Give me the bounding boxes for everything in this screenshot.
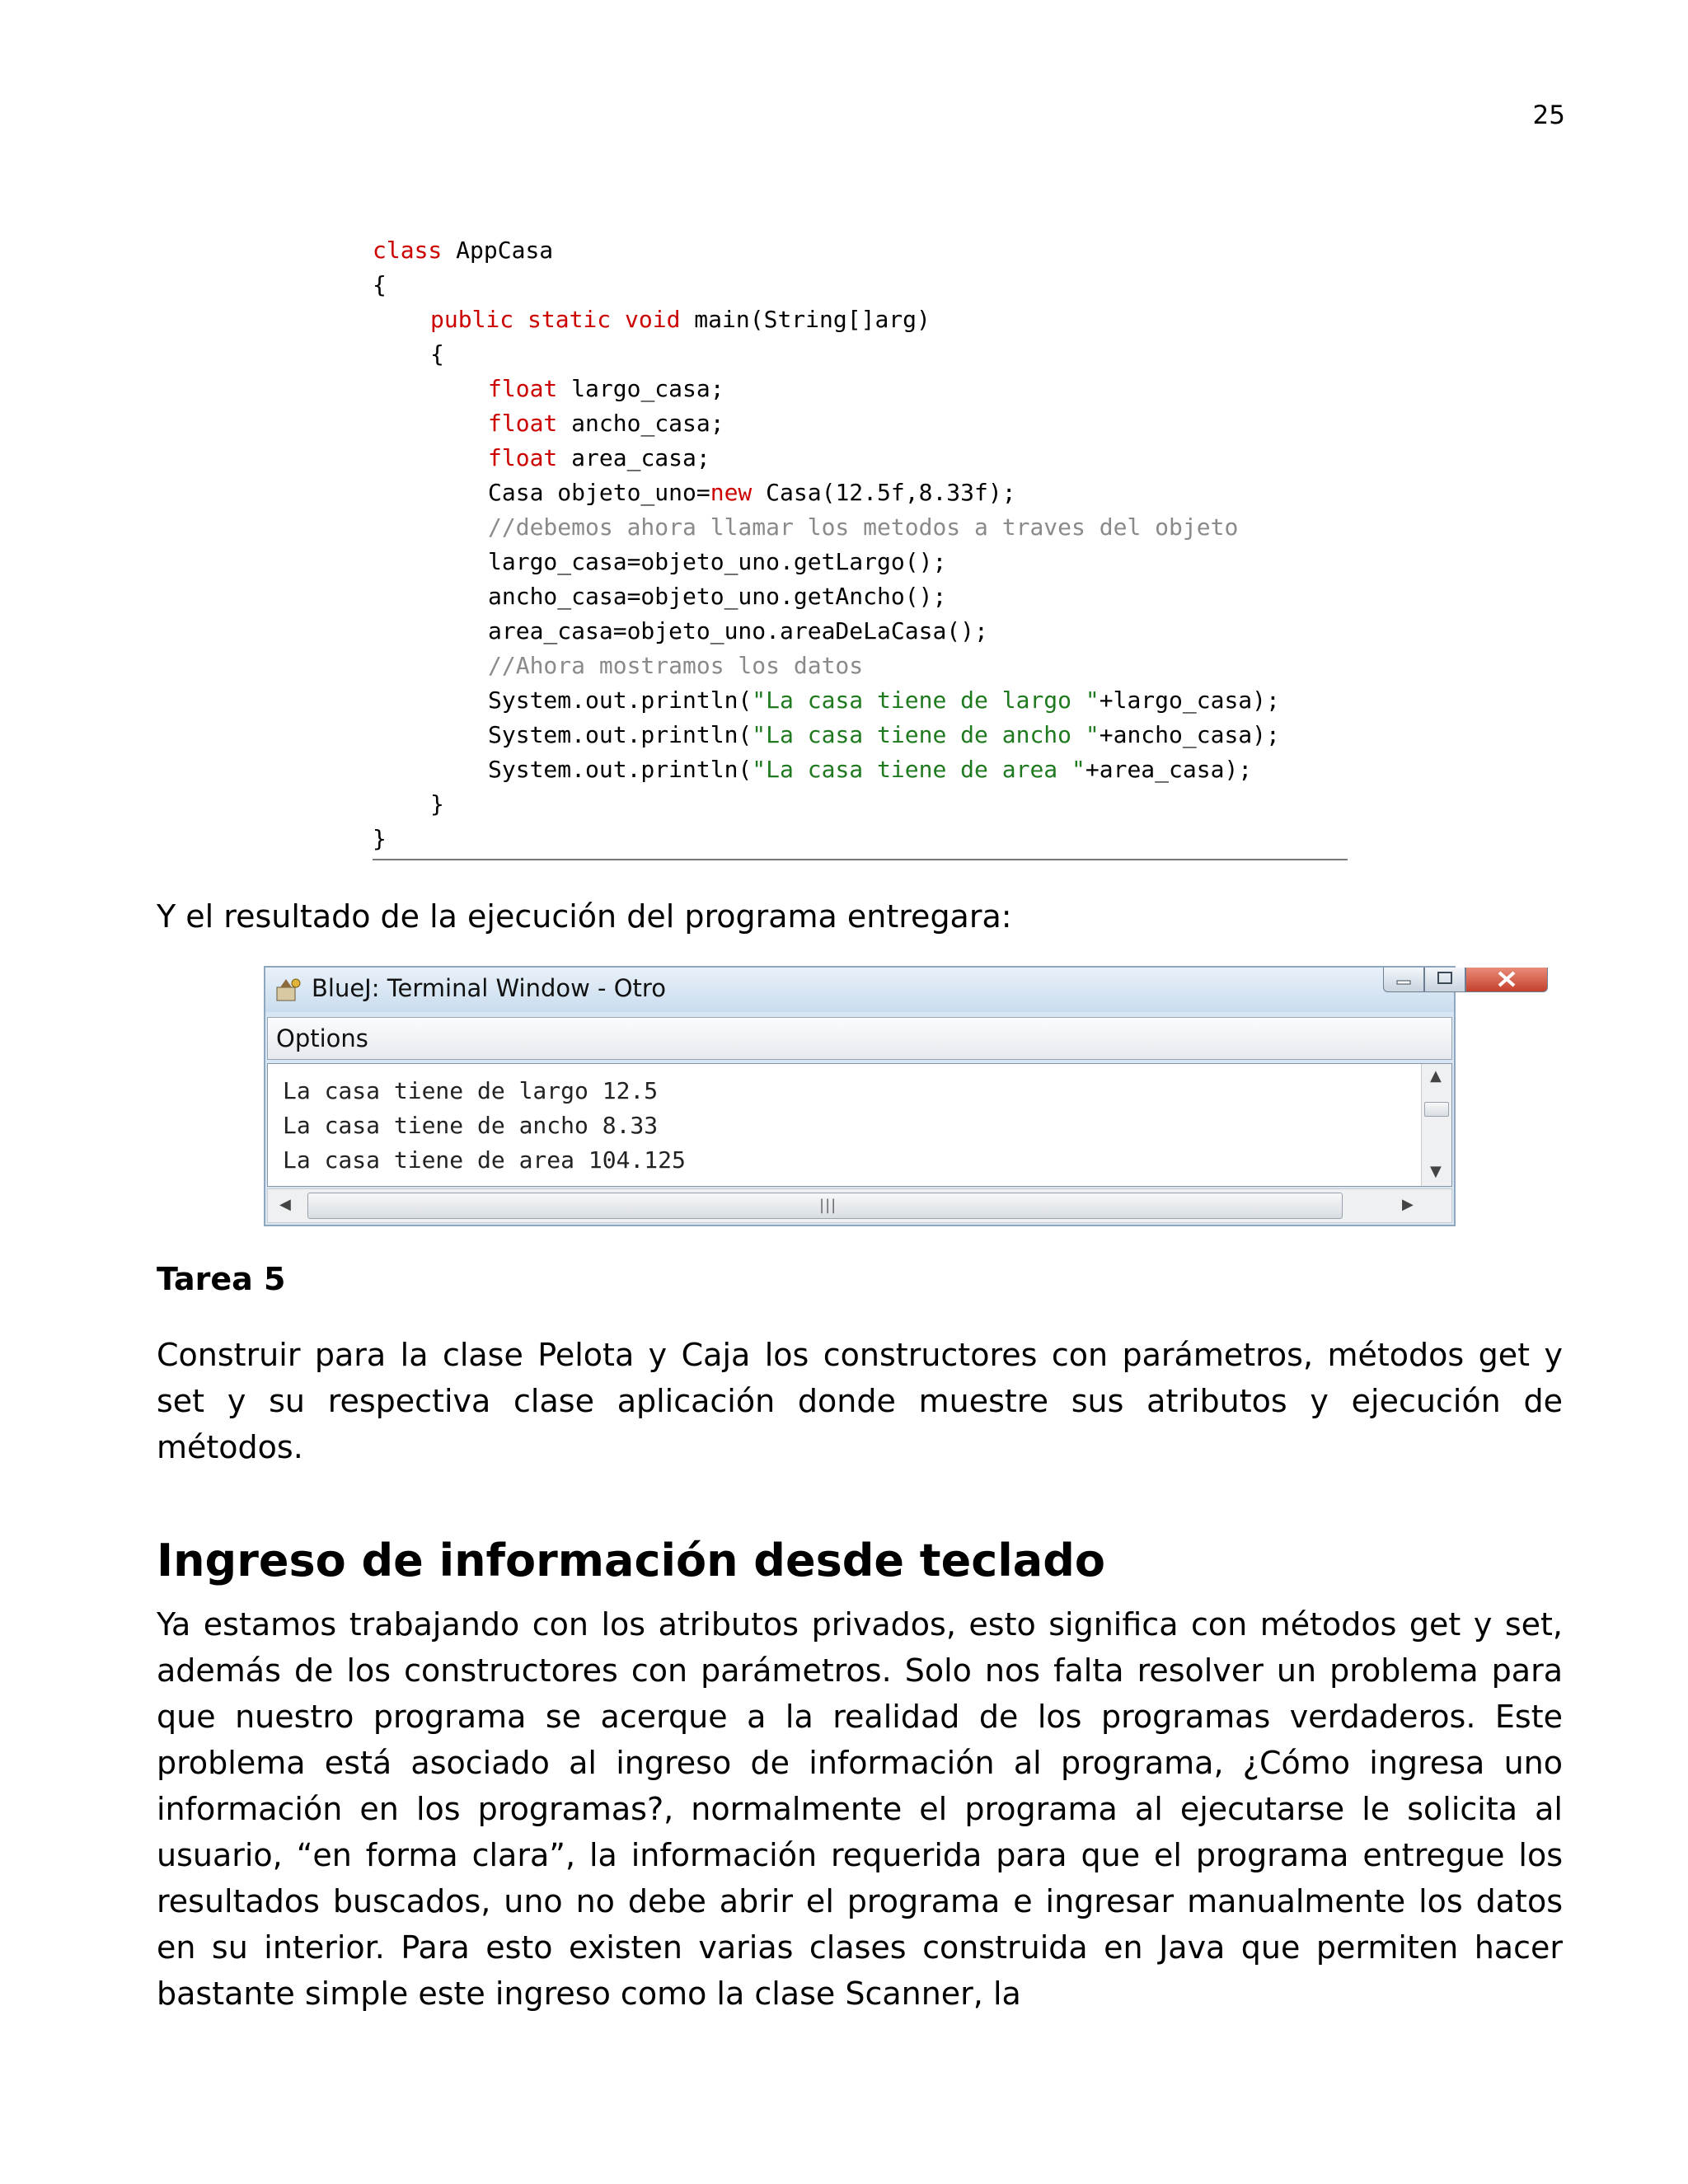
code-comment: //Ahora mostramos los datos (488, 652, 864, 679)
section-paragraph: Ya estamos trabajando con los atributos privados, esto significa con métodos get y set, además de los constructores con parámetros. Solo nos falta resolver un problema para que nuestro programa se acerque a la realidad de los programas verdaderos. Este problema está asociado al ingreso de información al programa, ¿Cómo ingresa uno información en los programas?, normalmente el programa al ejecutarse le solicita al usuario, “en forma clara”, la información requerida para que el programa entregue los resultados buscados, uno no debe abrir el programa e ingresar manualmente los datos en su interior. Para esto existen varias clases construida en Java que permiten hacer bastante simple este ingreso como la clase Scanner, la (157, 1606, 1563, 2012)
minimize-icon (1384, 968, 1423, 991)
scroll-right-arrow-icon[interactable]: ▶ (1402, 1196, 1414, 1213)
code-line: } (430, 790, 444, 818)
code-line (430, 303, 931, 336)
title-bar[interactable] (265, 968, 1454, 1012)
code-line: { (373, 271, 387, 298)
window-title: BlueJ: Terminal Window - Otro (312, 974, 666, 1002)
output-line: La casa tiene de ancho 8.33 (283, 1112, 659, 1139)
code-text: ancho_casa; (557, 410, 724, 437)
code-keyword: float (488, 410, 558, 437)
code-line: { (430, 340, 444, 368)
grip-icon: ||| (819, 1197, 837, 1214)
code-keyword: float (488, 444, 558, 471)
vertical-scrollbar[interactable] (1421, 1064, 1451, 1186)
close-button[interactable] (1465, 968, 1548, 992)
task-paragraph: Construir para la clase Pelota y Caja los constructores con parámetros, métodos get y set y su respectiva clase aplicación donde muestre sus atributos y ejecución de métodos. (157, 1337, 1563, 1465)
code-keyword: new (710, 479, 753, 506)
intro-text: Y el resultado de la ejecución del programa entregara: (157, 898, 1012, 935)
code-text: AppCasa (442, 237, 554, 264)
code-text: area_casa; (557, 444, 710, 471)
code-text: System.out.println( (488, 756, 753, 783)
menu-options[interactable]: Options (276, 1024, 368, 1052)
code-text: +ancho_casa); (1099, 721, 1280, 748)
code-line (488, 476, 1016, 509)
horizontal-scroll-thumb[interactable] (307, 1193, 1343, 1219)
code-line (488, 442, 710, 475)
code-string: "La casa tiene de area " (752, 756, 1085, 783)
code-text: Casa objeto_uno= (488, 479, 710, 506)
code-line (488, 373, 724, 405)
code-text: largo_casa; (557, 375, 724, 402)
terminal-output[interactable] (267, 1063, 1452, 1187)
code-keyword: public static void (430, 306, 681, 333)
output-line: La casa tiene de area 104.125 (283, 1146, 686, 1174)
code-keyword: float (488, 375, 558, 402)
code-string: "La casa tiene de ancho " (752, 721, 1100, 748)
scroll-down-arrow-icon[interactable]: ▼ (1430, 1163, 1442, 1180)
vertical-scroll-thumb[interactable] (1424, 1102, 1449, 1117)
code-block (373, 231, 1348, 860)
menu-bar (267, 1017, 1452, 1060)
code-line: area_casa=objeto_uno.areaDeLaCasa(); (488, 617, 988, 644)
code-text: System.out.println( (488, 687, 753, 714)
code-keyword: class (373, 237, 443, 264)
code-comment: //debemos ahora llamar los metodos a traves del objeto (488, 513, 1239, 541)
output-line: La casa tiene de largo 12.5 (283, 1077, 659, 1104)
close-icon (1466, 968, 1547, 991)
code-line (488, 407, 724, 440)
code-text: Casa(12.5f,8.33f); (752, 479, 1016, 506)
code-line (373, 234, 553, 267)
maximize-icon (1425, 968, 1465, 991)
maximize-button[interactable] (1424, 968, 1465, 992)
section-heading: Ingreso de información desde teclado (157, 1535, 1105, 1586)
code-line (488, 719, 1280, 752)
code-line: ancho_casa=objeto_uno.getAncho(); (488, 583, 947, 610)
code-line (488, 684, 1280, 717)
horizontal-scrollbar[interactable] (267, 1188, 1452, 1223)
code-text: +area_casa); (1085, 756, 1253, 783)
code-text: main(String[]arg) (680, 306, 931, 333)
bluej-app-icon (274, 976, 302, 1004)
code-line: } (373, 825, 387, 852)
code-line: largo_casa=objeto_uno.getLargo(); (488, 548, 947, 575)
code-text: +largo_casa); (1099, 687, 1280, 714)
scroll-up-arrow-icon[interactable]: ▲ (1430, 1067, 1442, 1085)
minimize-button[interactable] (1383, 968, 1424, 992)
page-number: 25 (1532, 101, 1565, 130)
code-text: System.out.println( (488, 721, 753, 748)
task-heading: Tarea 5 (157, 1261, 286, 1297)
code-line (488, 753, 1252, 786)
scroll-left-arrow-icon[interactable]: ◀ (279, 1196, 291, 1213)
terminal-window (264, 966, 1456, 1226)
code-string: "La casa tiene de largo " (752, 687, 1100, 714)
